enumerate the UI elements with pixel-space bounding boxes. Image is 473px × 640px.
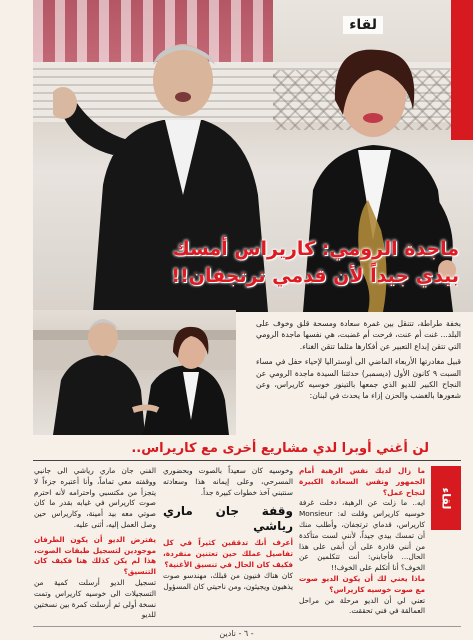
intro-text-2: قبيل مغادرتها الأربعاء الماضي الى أوستراليا لإحياء حفل في مساء السبت ٩ كانون الأول (ديسمبر) حدثتنا السيدة ماجدة الرومي عن النجاح الكبير للديو الذي جمعها بالتينور خوسيه كاريراس، وعن شعورها بالغضب والحزن إزاء ما يحدث في لبنان: [256,357,461,401]
column-middle [163,466,293,592]
headline-line-1: ماجدة الرومي: كاريراس أمسك [172,238,459,260]
footer-divider [33,626,461,627]
subhead-divider [33,460,461,461]
headline-line-2: بيدي جيداً لأن قدمي ترتجفان!! [171,265,459,287]
col-right-question: ما زال لديك نفس الرهبة أمام الجمهور ونفس السعادة الكبيرة لنجاح عمل؟ [299,466,425,497]
col-mid-text: وخوسيه كان سعيداً بالصوت وبحضوري المسرحي، وعلى إيمانه هذا وسعادته سنتبني آخذ خطوات كبيرة جداً. [163,466,293,497]
column-left [34,466,156,621]
col-left-answer: تسجيل الديو أرسلت كمية من التسجيلات الى خوسيه كاريراس وتمت نسخة أولى ثم أرسلت كمرة بين نسختين للديو [34,577,156,620]
intro-text: بخفة طراطة، تتنقل بين غمرة سعادة ومسحة قلق وخوف على البلد... غنت أم عنت، فرحت أم غضبت، هي نفسها ماجدة الرومي التي تتقن إبداع التعبير عن أفكارها مثلما تتقن الغناء. [256,319,461,351]
side-tag-label: لقاء [439,487,453,509]
col-right-answer: ايه.. ما زلت عن الرهبة، دخلت غرفة خوسيه كاريراس وقلت له: Monsieur كاريراس، قدماي ترتجفان، وأطلب منك أن تمسك بيدي جيداً، لأنني لست متأكدة من أنني قادرة على أن أبقى على هذا الحال... فأجابني: أنت تتكلمين عن الخوف؟ أنا أتكلم على الخوف!! [299,498,425,573]
top-red-strip [451,0,473,140]
col-left-text: الفني جان ماري رياشي الى جانبي ووقفته معي تماماً، وأنا أعتبره جزءاً لا يتجزأ من مكتسبي واحترامه لأنه احترم صوت كاريراس في غيابه بقدر ما كان صوتي معه بيد أمينة، وكاريراس حين وصل العمل إليه، أثنى عليه. [34,466,156,529]
duet-photo-figures [33,310,236,435]
intro-paragraph [256,318,461,402]
col-mid-box-question: أعرف أنك تدققين كثيراً في كل تفاصيل عملك حين تعتنين منفردة، فكيف كان الحال في تنسيق الأغنية؟ [163,538,293,569]
col-left-question: يفترض الديو أن يكون الطرفان موجودين لتسجيل طبقات الصوت، هذا لم يكن كذلك هنا فكيف كان التنسيق؟ [34,534,156,577]
col-mid-box-heading: وقفة جان ماري رياشي [163,504,293,534]
page-footer: - ٦ - نادين [219,629,254,638]
side-tag [431,466,461,530]
column-right [299,466,425,617]
col-mid-box-answer: كان هناك فنيون من قبلك، مهندسو صوت يذهبون ويجيئون، ومن ناحيتي كان المسؤول [163,570,293,591]
col-right-question-2: ماذا يعني لك أن يكون الديو صوت مع صوت خوسيه كاريراس؟ [299,573,425,594]
section-tag: لقاء [343,16,383,34]
headline [39,236,459,290]
second-photo [33,310,236,435]
left-margin [0,0,30,640]
subheadline: لن أغني أوبرا لدي مشاريع أخرى مع كاريراس.. [131,441,429,456]
col-right-answer-2: تعني لي أن الديو مرحلة من مراحل العمالقة في فني تحققت. [299,595,425,616]
